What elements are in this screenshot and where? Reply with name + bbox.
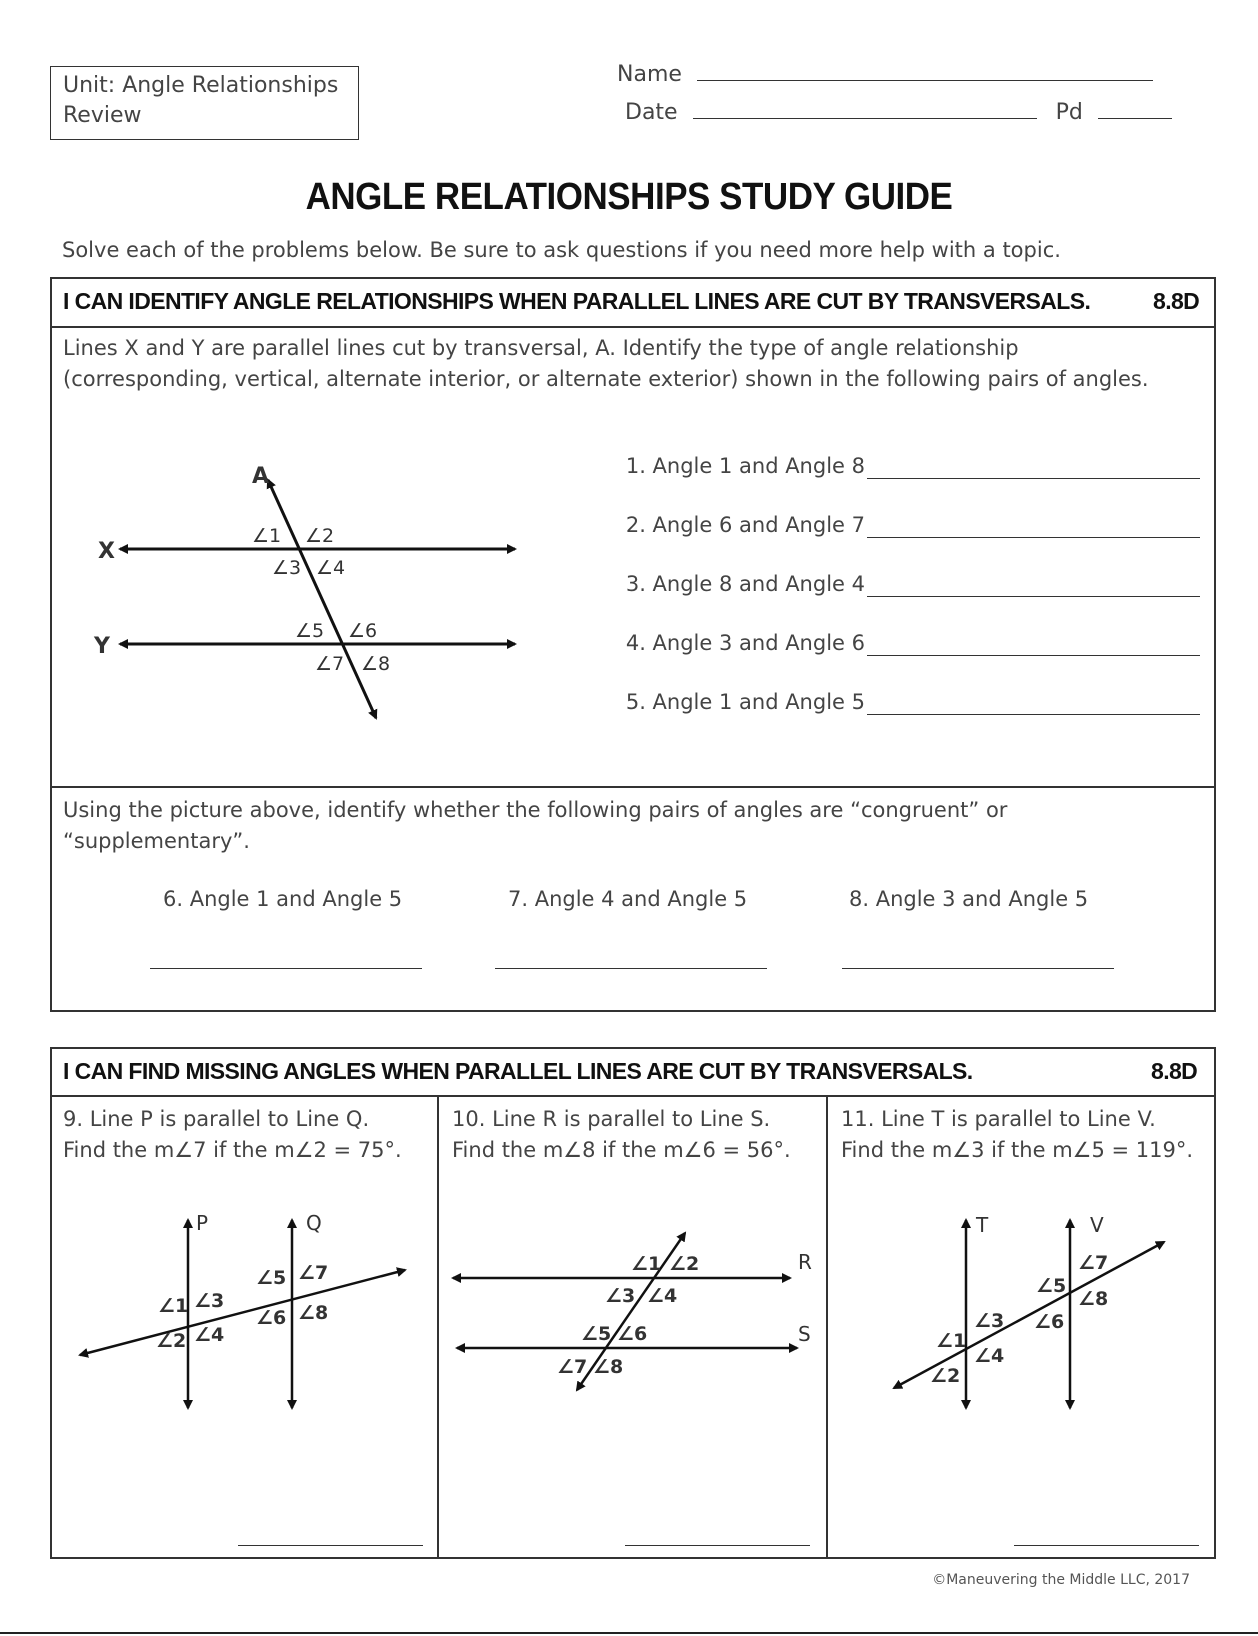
p11-angle-6: ∠6: [1034, 1311, 1065, 1333]
p11-angle-4: ∠4: [974, 1345, 1005, 1367]
p9-angle-8: ∠8: [298, 1302, 329, 1324]
answer-6-field[interactable]: [150, 968, 422, 969]
name-row: [617, 62, 1153, 87]
label-s: S: [798, 1322, 811, 1346]
problem-9-line-2: Find the m∠7 if the m∠2 = 75°.: [63, 1138, 402, 1162]
date-field[interactable]: [693, 118, 1037, 119]
label-p: P: [196, 1211, 209, 1235]
problem-11-line-2: Find the m∠3 if the m∠5 = 119°.: [841, 1138, 1194, 1162]
question-2: [590, 513, 1200, 572]
question-list-1: [590, 454, 1200, 749]
problem-9-prompt: [63, 1104, 402, 1166]
column-divider-2: [826, 1095, 828, 1559]
transversal-9: [80, 1270, 405, 1355]
angle-1: ∠1: [252, 525, 282, 547]
angle-4: ∠4: [316, 557, 346, 579]
p11-angle-8: ∠8: [1078, 1288, 1109, 1310]
answer-2-field[interactable]: [867, 537, 1200, 538]
section-1-standard: 8.8D: [1153, 288, 1200, 314]
p11-angle-1: ∠1: [936, 1330, 967, 1352]
question-4: [590, 631, 1200, 690]
p11-angle-5: ∠5: [1036, 1275, 1067, 1297]
name-field[interactable]: [697, 80, 1153, 81]
problem-9-line-1: 9. Line P is parallel to Line Q.: [63, 1107, 370, 1131]
answer-11-field[interactable]: [1014, 1545, 1199, 1546]
answer-5-field[interactable]: [867, 714, 1200, 715]
p10-angle-6: ∠6: [617, 1323, 648, 1345]
section-1-heading: I CAN IDENTIFY ANGLE RELATIONSHIPS WHEN PARALLEL LINES ARE CUT BY TRANSVERSALS.: [63, 288, 1091, 314]
p9-angle-1: ∠1: [158, 1295, 189, 1317]
answer-8-field[interactable]: [842, 968, 1114, 969]
copyright: ©Maneuvering the Middle LLC, 2017: [932, 1572, 1190, 1588]
label-r: R: [798, 1250, 812, 1274]
question-6-text: 6. Angle 1 and Angle 5: [163, 887, 403, 911]
section-1-prompt: Lines X and Y are parallel lines cut by transversal, A. Identify the type of angle relationship (corresponding, vertical, alternate interior, or alternate exterior) shown in the following pairs of angles.: [63, 336, 1149, 391]
question-2-text: 2. Angle 6 and Angle 7: [625, 513, 865, 537]
p9-angle-7: ∠7: [298, 1262, 329, 1284]
p10-angle-8: ∠8: [593, 1356, 624, 1378]
problem-11-prompt: [841, 1104, 1193, 1166]
p9-angle-2: ∠2: [156, 1330, 187, 1352]
angle-2: ∠2: [305, 525, 335, 547]
unit-line-1: Unit: Angle Relationships: [63, 73, 339, 98]
section-1-subdivider: [50, 786, 1216, 788]
question-4-text: 4. Angle 3 and Angle 6: [625, 631, 865, 655]
answer-1-field[interactable]: [867, 478, 1200, 479]
p9-angle-5: ∠5: [256, 1267, 287, 1289]
question-1: [590, 454, 1200, 513]
label-v: V: [1090, 1213, 1104, 1237]
answer-3-field[interactable]: [867, 596, 1200, 597]
question-1-text: 1. Angle 1 and Angle 8: [625, 454, 865, 478]
question-3-text: 3. Angle 8 and Angle 4: [625, 572, 865, 596]
p11-angle-2: ∠2: [930, 1365, 961, 1387]
p10-angle-4: ∠4: [647, 1285, 678, 1307]
angle-6: ∠6: [348, 620, 378, 642]
diagram-xy-transversal: [80, 450, 540, 730]
section-1-divider: [50, 326, 1216, 328]
label-x: X: [98, 539, 115, 564]
question-5-text: 5. Angle 1 and Angle 5: [625, 690, 865, 714]
diagram-pq: [60, 1200, 430, 1420]
answer-10-field[interactable]: [625, 1545, 810, 1546]
question-3: [590, 572, 1200, 631]
angle-3: ∠3: [272, 557, 302, 579]
label-y: Y: [94, 634, 110, 659]
diagram-tv: [860, 1200, 1205, 1420]
question-5: [590, 690, 1200, 749]
section-2-standard: 8.8D: [1151, 1058, 1198, 1084]
p11-angle-3: ∠3: [974, 1310, 1005, 1332]
pd-label: Pd: [1055, 100, 1083, 125]
date-row: [625, 100, 1172, 125]
date-label: Date: [625, 100, 678, 125]
angle-8: ∠8: [361, 653, 391, 675]
instructions: Solve each of the problems below. Be sure to ask questions if you need more help with a topic.: [62, 238, 1061, 262]
section-2-divider: [50, 1095, 1216, 1097]
p9-angle-3: ∠3: [194, 1290, 225, 1312]
question-7-text: 7. Angle 4 and Angle 5: [508, 887, 748, 911]
p10-angle-3: ∠3: [605, 1285, 636, 1307]
section-1-prompt-2: Using the picture above, identify whether the following pairs of angles are “congruent” or “supplementary”.: [63, 798, 1008, 853]
answer-7-field[interactable]: [495, 968, 767, 969]
bottom-rule: [0, 1632, 1258, 1634]
name-label: Name: [617, 62, 682, 87]
p11-angle-7: ∠7: [1078, 1252, 1109, 1274]
pd-field[interactable]: [1098, 118, 1172, 119]
column-divider-1: [437, 1095, 439, 1559]
label-q: Q: [306, 1211, 322, 1235]
problem-10-prompt: [452, 1104, 791, 1166]
p9-angle-4: ∠4: [194, 1324, 225, 1346]
answer-9-field[interactable]: [238, 1545, 423, 1546]
question-8-text: 8. Angle 3 and Angle 5: [849, 887, 1089, 911]
p10-angle-1: ∠1: [631, 1253, 662, 1275]
label-a: A: [252, 464, 270, 489]
problem-11-line-1: 11. Line T is parallel to Line V.: [841, 1107, 1156, 1131]
page-title: ANGLE RELATIONSHIPS STUDY GUIDE: [305, 176, 953, 218]
problem-10-line-2: Find the m∠8 if the m∠6 = 56°.: [452, 1138, 791, 1162]
p9-angle-6: ∠6: [256, 1307, 287, 1329]
angle-5: ∠5: [295, 620, 325, 642]
p10-angle-5: ∠5: [581, 1323, 612, 1345]
label-t: T: [976, 1213, 989, 1237]
unit-line-2: Review: [63, 103, 142, 128]
transversal-a: [268, 480, 376, 718]
angle-7: ∠7: [315, 653, 345, 675]
diagram-rs: [445, 1210, 820, 1400]
section-2-heading: I CAN FIND MISSING ANGLES WHEN PARALLEL LINES ARE CUT BY TRANSVERSALS.: [63, 1058, 973, 1084]
p10-angle-2: ∠2: [669, 1253, 700, 1275]
problem-10-line-1: 10. Line R is parallel to Line S.: [452, 1107, 771, 1131]
unit-box: [50, 66, 359, 140]
p10-angle-7: ∠7: [557, 1356, 588, 1378]
answer-4-field[interactable]: [867, 655, 1200, 656]
